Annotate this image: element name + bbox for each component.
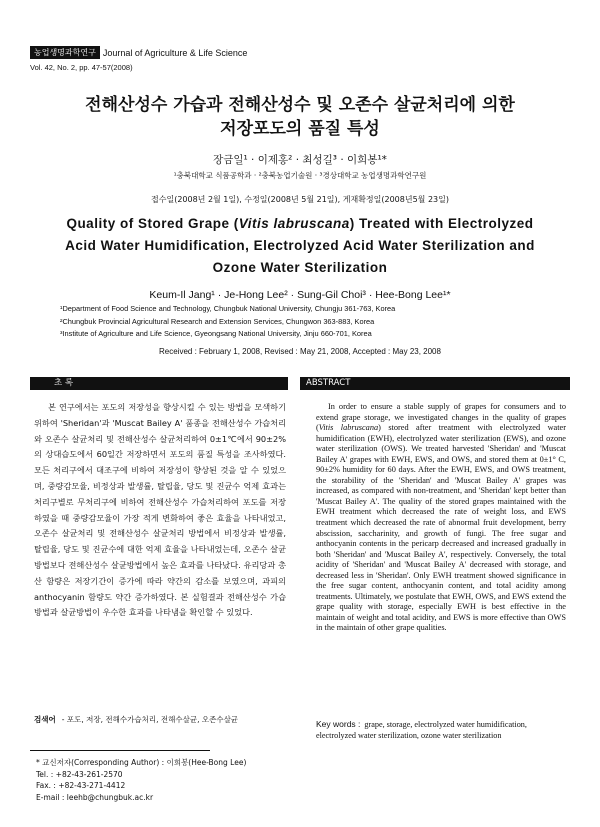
english-title-line1: Quality of Stored Grape (Vitis labruscana) Treated with Electrolyzed <box>66 216 534 231</box>
english-keywords-text: grape, storage, electrolyzed water humidification, electrolyzed water sterilization, ozone water sterilization <box>316 720 527 740</box>
english-dates: Received : February 1, 2008, Revised : May 21, 2008, Accepted : May 23, 2008 <box>159 347 441 356</box>
english-affiliations <box>60 303 540 341</box>
english-abstract: In order to ensure a stable supply of grapes for consumers and to extend grape storage, we investigated changes in the quality of grapes (Vitis labruscana) stored after treatment with electrolyzed water humidification (EWH), electrolyzed water sterilization (EWS), and ozone water sterilization (OWS). We treated harvested 'Sheridan' and 'Muscat Bailey A' grapes with EWH, EWS, and OWS, and stored them at 0±1° C, 90±2% humidity for 60 days. After the EWH, EWS, and OWS treatment, the storability of the 'Sheridan' and 'Muscat Bailey A' grapes was increased, as compared with non-treatment, and 'Sheridan' kept better than 'Muscat Bailey A'. The quality of the stored grapes maintained with the EWH treatment which decreased the rate of weight loss, and EWS treatment which decreased the rate of abnormal fruit development, berry abscission, saccharinity, and growth of fungi. The free sugar and anthocyanin contents in the pericarp decreased and increased gradually in both 'Sheridan' and 'Muscat Bailey A', respectively. Conversely, the total acidity of 'Sheridan' and 'Muscat Bailey A' decreased with storage, and decreased less in 'Sheridan'. Only EWH treatment showed significance in the free sugar content, anthocyanin content, and total acidity among treatments. Ultimately, we postulate that EWH, OWS, and EWS extend the grape quality with storage, especially EWH is best effective in the maintain of weight and total acidity, and EWS is more effective than OWS in the maintain of other grape qualities. <box>316 402 566 633</box>
journal-name: Journal of Agriculture & Life Science <box>102 47 248 58</box>
affiliation-1: ¹Department of Food Science and Technology, Chungbuk National University, Chungju 361-763, Korea <box>60 304 396 313</box>
footnote-divider <box>30 750 210 751</box>
korean-abstract-heading: 초 록 <box>30 377 288 390</box>
english-keywords <box>316 719 566 741</box>
email: E-mail : leehb@chungbuk.ac.kr <box>36 792 154 802</box>
affiliation-2: ²Chungbuk Provincial Agricultural Research and Extension Services, Chungwon 363-883, Korea <box>60 316 375 326</box>
journal-tag: 농업생명과학연구 <box>30 46 100 59</box>
english-title <box>30 213 570 279</box>
english-title-line2: Acid Water Humidification, Electrolyzed Acid Water Sterilization and <box>65 238 535 253</box>
fax: Fax. : +82-43-271-4412 <box>36 781 126 790</box>
korean-keywords-label: 검색어 <box>34 715 56 724</box>
korean-affiliations: ¹충북대학교 식품공학과 · ²충북농업기술원 · ³경상대학교 농업생명과학연구원 <box>173 171 427 180</box>
korean-authors: 장금일¹ · 이제홍² · 최성길³ · 이희봉¹* <box>213 154 387 166</box>
korean-dates: 접수일(2008년 2월 1일), 수정일(2008년 5월 21일), 게재확정일(2008년5월 23일) <box>151 195 449 204</box>
corresponding-author: * 교신저자(Corresponding Author) : 이희봉(Hee-Bong Lee) <box>36 758 247 767</box>
english-authors: Keum-Il Jang¹ · Je-Hong Lee² · Sung-Gil Choi³ · Hee-Bong Lee¹* <box>149 289 451 301</box>
telephone: Tel. : +82-43-261-2570 <box>36 769 123 779</box>
korean-abstract: 본 연구에서는 포도의 저장성을 향상시킬 수 있는 방법을 모색하기 위하여 'Sheridan'과 'Muscat Bailey A' 품종을 전해산성수 가습처리와 오존수 살균처리 및 전해산성수 살균처리하여 0±1℃에서 90±2%의 상대습도에서 60일간 저장하면서 포도의 품질 특성을 조사하였다. 모든 처리구에서 대조구에 비하여 저장성이 향상된 것을 알 수 있었으며, 중량감모율, 비정상과 발생률, 탈립율, 당도 및 진균수 억제 효과는 처리구별로 무처리구에 비하여 전해산성수 가습처리하여 포도를 저장하였을 때 중량감모율이 가장 적게 변화하여 좋은 효율을 나타내었고, 오존수 살균처리 및 전해산성수 살균처리 방법에서 비정상과 발생률, 탈립율, 당도 및 진균수에 대한 억제 효율을 나타내었는데, 오존수 살균방법보다 전해산성수 살균방법에서 높은 효과를 나타났다. 유리당과 총산 함량은 저장기간이 증가에 따라 약간의 감소를 보였으며, 과피의 anthocyanin 함량도 약간 증가하였다. 본 실험결과 전해산성수 가습방법과 살균방법이 우수한 효과를 나타냄을 확인할 수 있었다. <box>34 402 286 618</box>
english-abstract-heading: ABSTRACT <box>300 377 570 390</box>
korean-keywords-text: - 포도, 저장, 전해수가습처리, 전해수살균, 오존수살균 <box>61 715 239 724</box>
journal-header <box>30 46 247 59</box>
korean-title-line2: 저장포도의 품질 특성 <box>220 119 380 139</box>
english-title-line3: Ozone Water Sterilization <box>212 260 388 275</box>
volume-info: Vol. 42, No. 2, pp. 47-57(2008) <box>30 63 133 72</box>
korean-title <box>30 93 570 141</box>
english-keywords-label: Key words : <box>316 719 361 729</box>
correspondence-info <box>36 757 246 803</box>
affiliation-3: ³Institute of Agriculture and Life Science, Gyeongsang National University, Jinju 660-701, Korea <box>60 329 372 338</box>
korean-title-line1: 전해산성수 가습과 전해산성수 및 오존수 살균처리에 의한 <box>85 95 515 115</box>
korean-keywords <box>34 714 238 725</box>
